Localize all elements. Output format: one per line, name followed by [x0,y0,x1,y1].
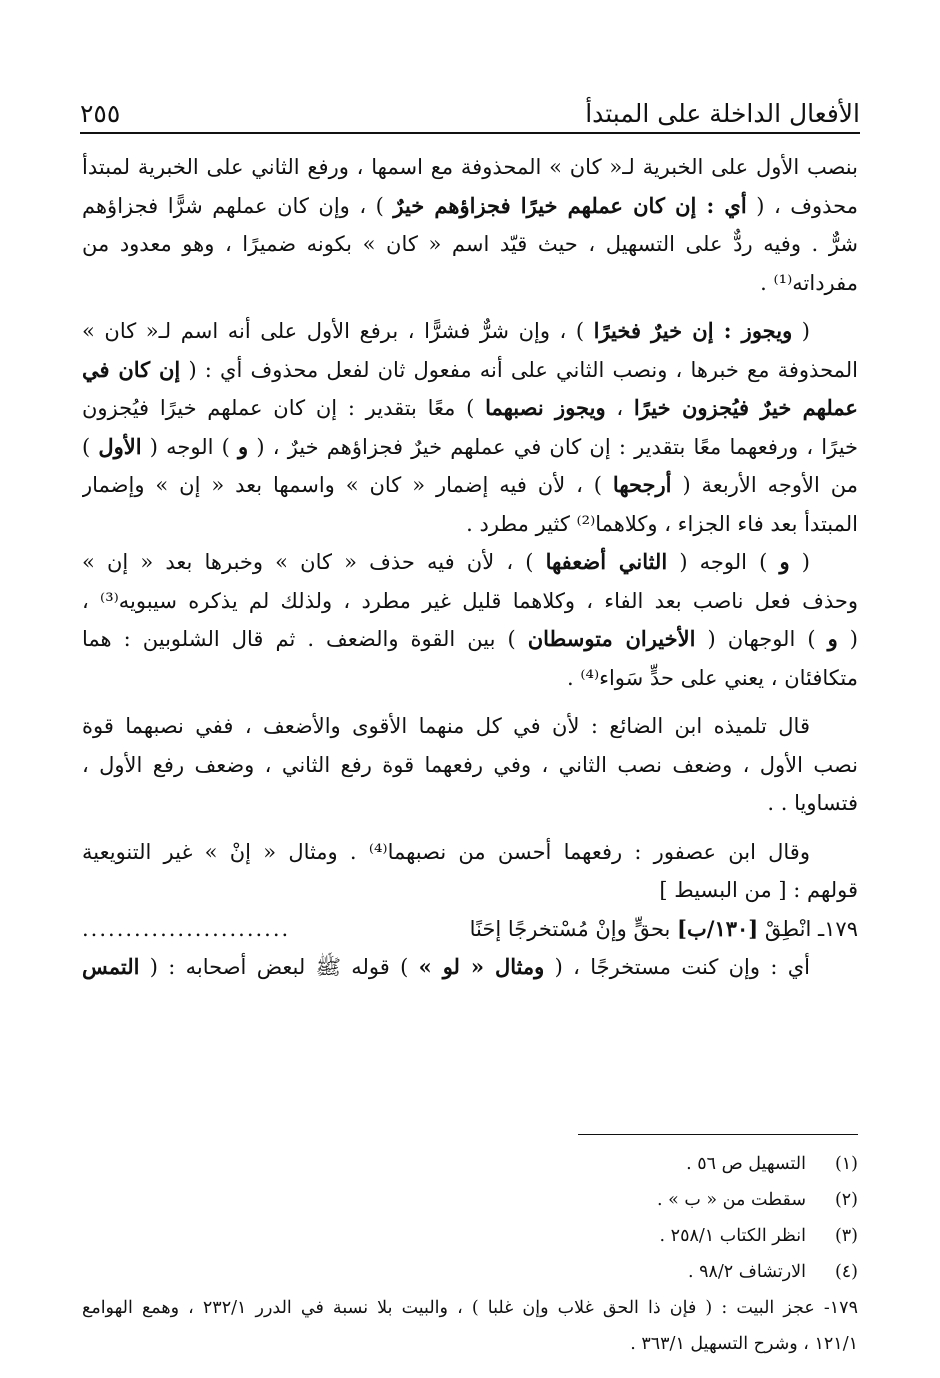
text-line: عملهم خيرٌ فيُجزون خيرًا ، ويجوز نصبهما ) معًا بتقدير : إن كان عملهم خيرًا فيُجزون [82,395,858,420]
text-line: نصب الأول ، وضعف نصب الثاني ، وفي رفعهما قوة رفع الثاني ، وضعف رفع الأول ، [82,752,858,777]
text-line: وحذف فعل ناصب بعد الفاء ، وكلاهما قليل غير مطرد ، ولذلك لم يذكره سيبويه⁽³⁾ ، [82,588,858,613]
footnote-divider [578,1134,858,1135]
verse-text: ١٧٩ـ انْطِقْ [١٣٠/ب] بحقٍّ وإنْ مُسْتخرجًا إحَنًا [469,915,858,941]
running-header [80,96,860,134]
text-line: محذوف ، ( أي : إن كان عملهم خيرًا فجزاؤهم خيرٌ ) ، وإن كان عملهم شرًّا فجزاؤهم [82,192,858,218]
verse-note: ١٧٩- عجز البيت : ( فإن ذا الحق غلاب وإن غلبا ) ، والبيت بلا نسبة في الدرر ٢٣٢/١ ، وهمع الهوامع [82,1298,858,1318]
text-line: المحذوفة مع خبرها ، ونصب الثاني على أنه مفعول ثان لفعل محذوف أي : ( إن كان في [82,356,858,382]
verse-dots: ........................ [82,916,291,941]
text-line: قولهم : [ من البسيط ] [659,878,858,902]
footnotes [82,1146,858,1362]
paragraph-start: قال تلميذه ابن الضائع : لأن في كل منهما الأقوى والأضعف ، ففي نصبهما قوة [82,714,810,738]
chapter-title: الأفعال الداخلة على المبتدأ [585,99,860,128]
paragraph-start: وقال ابن عصفور : رفعهما أحسن من نصبهما⁽⁴⁾ . ومثال « إنْ » غير التنويعية [82,839,810,864]
text-line: ( و ) الوجهان ( الأخيران متوسطان ) بين القوة والضعف . ثم قال الشلوبين : هما [82,626,858,651]
footnote: (٣)انظر الكتاب ٢٥٨/١ . [659,1226,858,1246]
paragraph-start: ( ويجوز : إن خيرٌ فخيرًا ) ، وإن شرٌّ فشرًّا ، برفع الأول على أنه اسم لـ« كان » [82,318,810,343]
paragraph-start: ( و ) الوجه ( الثاني أضعفها ) ، لأن فيه حذف « كان » وخبرها بعد « إن » [82,549,810,574]
text-line: من الأوجه الأربعة ( أرجحها ) ، لأن فيه إضمار « كان » واسمها بعد « إن » وإضمار [82,472,858,497]
footnote: (٢)سقطت من « ب » . [656,1190,858,1210]
verse-note-continued: ١٢١/١ ، وشرح التسهيل ٣٦٣/١ . [630,1334,858,1354]
text-line: بنصب الأول على الخبرية لـ« كان » المحذوفة مع اسمها ، ورفع الثاني على الخبرية لمبتدأ [82,155,858,179]
paragraph-start: أي : وإن كنت مستخرجًا ، ( ومثال « لو » ) قوله ﷺ لبعض أصحابه : ( التمس [82,954,810,979]
footnote: (١)التسهيل ص ٥٦ . [686,1154,858,1174]
footnote: (٤)الارتشاف ٩٨/٢ . [687,1262,858,1282]
text-line: متكافئان ، يعني على حدٍّ سَواء⁽⁴⁾ . [567,665,858,690]
text-line: فتساويا . . [767,791,858,815]
page-number: ٢٥٥ [80,99,121,128]
main-text [82,148,858,987]
text-line: مفرداته⁽¹⁾ . [760,270,858,295]
poem-verse [82,910,858,949]
text-line: خيرًا ، ورفعهما معًا بتقدير : إن كان في عملهم خيرٌ فجزاؤهم خيرٌ ، ( و ) الوجه ( الأول ) [82,433,858,459]
text-line: المبتدأ بعد فاء الجزاء ، وكلاهما⁽²⁾ كثير مطرد . [466,511,858,536]
text-line: شرٌّ . وفيه ردٌّ على التسهيل ، حيث قيّد اسم « كان » بكونه ضميرًا ، وهو معدود من [82,232,858,256]
